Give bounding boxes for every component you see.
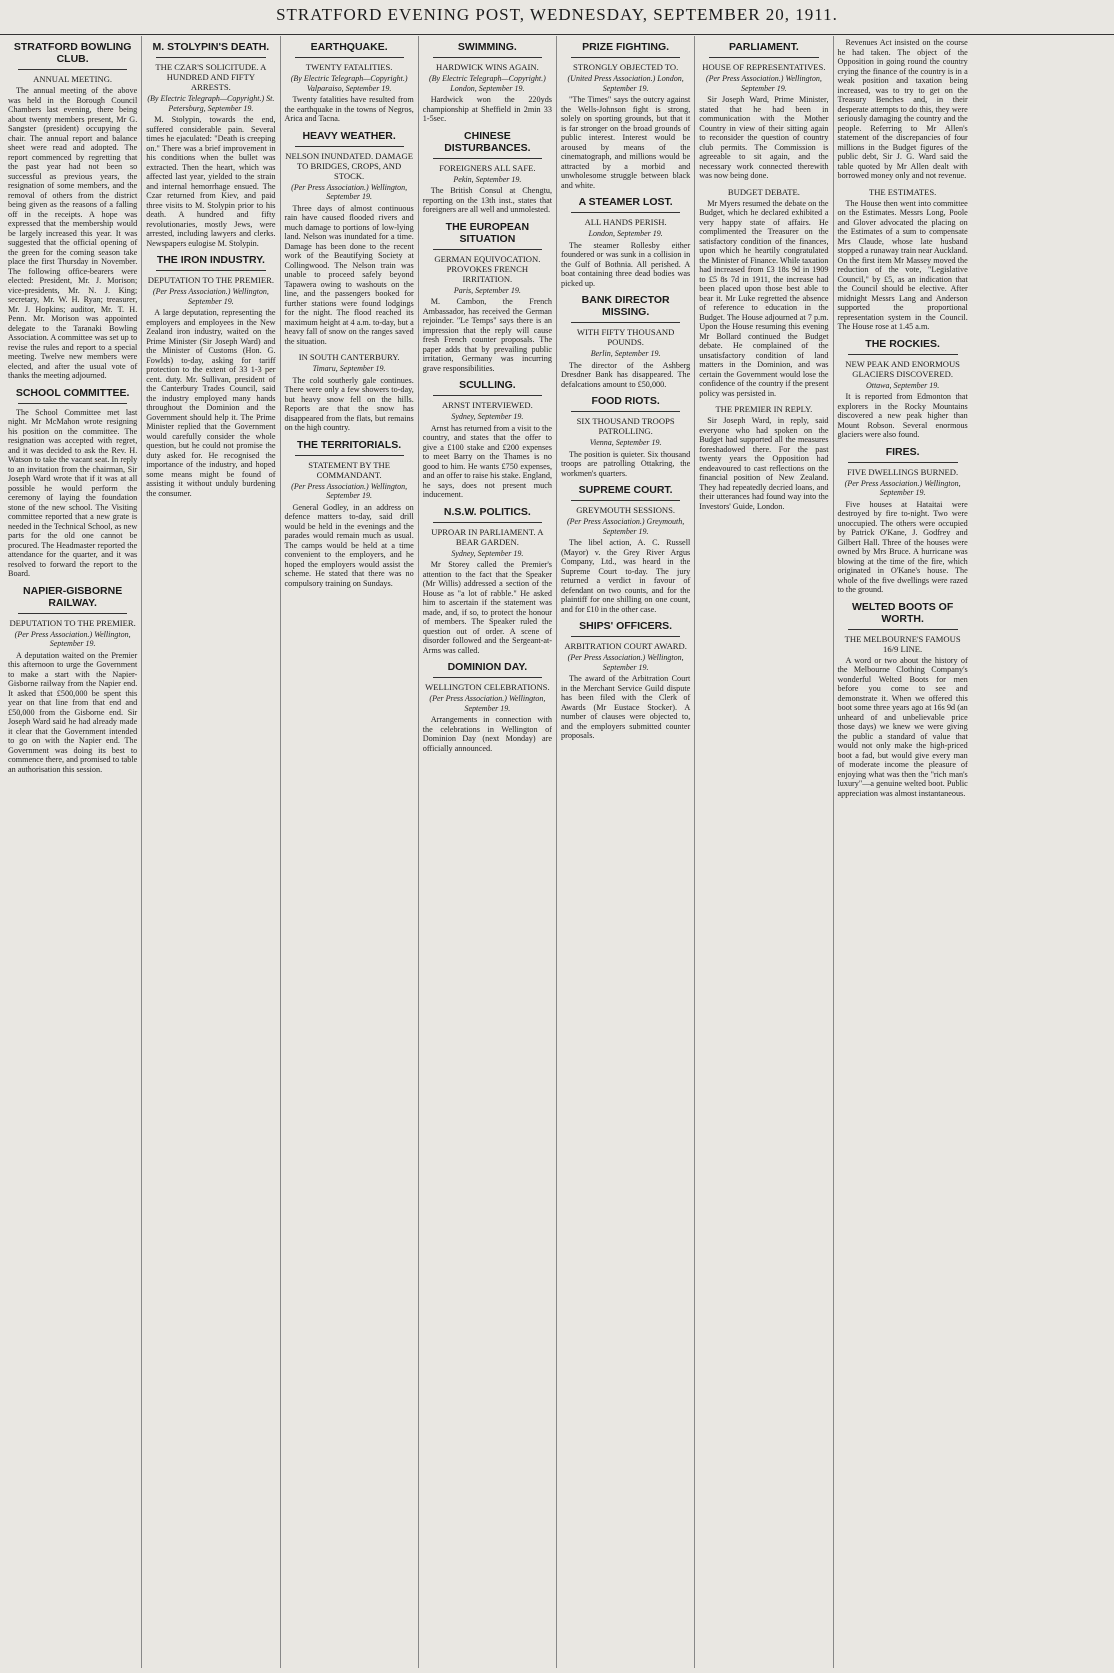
article — [146, 41, 275, 248]
article-dateline: (Per Press Association.) Wellington, September 19. — [705, 74, 822, 93]
headline-rule — [156, 270, 265, 271]
headline-rule — [156, 57, 265, 58]
article — [561, 196, 690, 288]
article-subheading: DEPUTATION TO THE PREMIER. — [9, 617, 136, 628]
article — [561, 620, 690, 741]
article-subheading: ANNUAL MEETING. — [33, 74, 113, 84]
article-headline: SCHOOL COMMITTEE. — [15, 386, 130, 399]
article-subheading: STATEMENT BY THE COMMANDANT. — [308, 459, 390, 480]
article-subheading: THE MELBOURNE'S FAMOUS 16/9 LINE. — [844, 633, 961, 654]
article-body: General Godley, in an address on defence matters to-day, said drill would be held in the evenings and the parades would remain much as usual. The camps would be held at a time convenient to the employers, and he hoped the employers would assist the scheme. He stated that there was no compulsory training on Sundays. — [284, 502, 414, 588]
article-dateline: Timaru, September 19. — [312, 364, 386, 373]
article-body: Sir Joseph Ward, in reply, said everyone who had spoken on the Budget had supported all the measures foreshadowed there. For the past twenty years the Opposition had endeavoured to cast reflections on the financial position of New Zealand. They had repeatedly decried loans, and their utterances had found way into the Investors' Guide, London. — [699, 416, 829, 511]
headline-rule — [433, 57, 542, 58]
article — [699, 404, 828, 511]
headline-rule — [571, 212, 680, 213]
article-headline: CHINESE DISTURBANCES. — [444, 129, 531, 154]
article-headline: STRATFORD BOWLING CLUB. — [13, 41, 132, 65]
column-6 — [695, 36, 833, 1668]
article-body: M. Cambon, the French Ambassador, has received the German rejoinder. "Le Temps" says there is an impression that the reply will cause fresh French counter proposals. The paper adds that by prevailing public irritation, Germany was incurring grave responsibilities. — [422, 297, 552, 373]
article-headline: EARTHQUAKE. — [310, 41, 388, 53]
article-headline: M. STOLYPIN'S DEATH. — [152, 41, 270, 53]
headline-rule — [571, 57, 680, 58]
column-7 — [834, 36, 972, 1668]
headline-rule — [571, 322, 680, 323]
article — [8, 41, 137, 381]
headline-rule — [433, 158, 542, 159]
article-headline: THE ROCKIES. — [865, 337, 940, 350]
headline-rule — [433, 677, 542, 678]
article-headline: FIRES. — [885, 445, 920, 458]
article — [561, 484, 690, 614]
newspaper-masthead: STRATFORD EVENING POST, WEDNESDAY, SEPTEMBER 20, 1911. — [0, 0, 1114, 35]
article-body: Three days of almost continuous rain have caused flooded rivers and much damage to portions of low-lying land. Nelson was inundated for a time. Damage has been done to the recent work of the Beautifying Society at Collingwood. The Nelson train was unable to proceed safely beyond Tapawera owing to washouts on the line, and the passengers booked for further stations were found lodgings for the night. The flood reached its maximum height at 4 a.m. to-day, but a heavy fall of snow on the ranges saved the situation. — [284, 203, 414, 346]
article — [699, 41, 828, 181]
article-dateline: (United Press Association.) London, September 19. — [567, 74, 684, 93]
article-dateline: (Per Press Association.) Wellington, September 19. — [152, 287, 269, 306]
article-dateline: (Per Press Association.) Wellington, September 19. — [844, 478, 961, 497]
article-body: The annual meeting of the above was held in the Borough Council Chambers last evening, there being about twenty members present, Mr G. Sangster (president) occupying the chair. The annual report and balance sheet were read and adopted. The report commenced by regretting that the past year had not been so successful as previous years, the resignation of some members, and the removal of others from the district being given as the reasons of a falling off in the receipts. A hope was expressed that the membership would be largely increased this year. It was suggested that the official opening of the green for the coming season take place the first Thursday in November. The following office-bearers were elected: President, Mr. J. Morison; vice-presidents, Mr. N. J. King; secretary, Mr. W. H. Ryan; treasurer, Mr. J. Hopkins; auditor, Mr. T. H. Penn. Mr. Morison was appointed delegate to the Taranaki Bowling Association. A committee was set up to revise the rules and report to a special meeting. Twelve new members were elected, and after the usual vote of thanks the meeting adjourned. — [8, 86, 138, 380]
article — [285, 130, 414, 347]
article-dateline: (Per Press Association.) Greymouth, September 19. — [567, 517, 685, 536]
article-dateline: (Per Press Association.) Wellington, September 19. — [291, 481, 408, 500]
article-headline: SUPREME COURT. — [578, 484, 673, 496]
article-body: Arnst has returned from a visit to the country, and states that the offer to give a £100 stake and £200 expenses to meet Barry on the Thames is no good to him. He wants £750 expenses, and an offer to raise his stake. England, he says, does not present much inducement. — [422, 423, 552, 499]
article-headline: FOOD RIOTS. — [591, 395, 660, 407]
article — [423, 379, 552, 500]
article — [423, 130, 552, 215]
article-dateline: London, September 19. — [588, 229, 663, 238]
article-body: Five houses at Hataitai were destroyed by fire to-night. Two were unoccupied. The others were occupied by Patrick O'Kane, J. Godfrey and Gilbert Hall. Three of the houses were owned by Mrs Bruce. A hurricane was blowing at the time of the fire, which originated in O'Kane's house. The whole of the five dwellings were razed to the ground. — [837, 499, 968, 594]
article-dateline: Vienna, September 19. — [589, 438, 662, 447]
article-subheading: DEPUTATION TO THE PREMIER. — [147, 275, 275, 285]
article-subheading: FIVE DWELLINGS BURNED. — [847, 466, 959, 477]
article-body: The director of the Ashberg Dresdner Bank has disappeared. The defalcations amount to £50,000. — [561, 360, 691, 389]
article-body: Arrangements in connection with the celebrations in Wellington of Dominion Day (next Monday) are officially announced. — [422, 715, 552, 753]
article-subheading: UPROAR IN PARLIAMENT. A BEAR GARDEN. — [431, 526, 544, 547]
newspaper-columns — [4, 36, 1110, 1668]
article-body: The School Committee met last night. Mr McMahon wrote resigning his position on the committee. The resignation was accepted with regret, and it was decided to ask the Rev. H. Watson to take the vacant seat. In reply to an invitation from the chairman, Sir Joseph Ward wrote that if it was at all possible he would perform the ceremony of laying the foundation stone of the new school. The Visiting committee reported that a new grate is needed in the Technical School, as new parts for the old one cannot be procured. The Headmaster reported the attendance for the quarter, and it was resolved to forward the report to the Board. — [8, 407, 138, 578]
article-dateline: Pekin, September 19. — [453, 174, 522, 184]
article-body: Mr Storey called the Premier's attention to the fact that the Speaker (Mr Willis) addressed a section of the House as "a lot of rabble." He asked him to ascertain if the statement was made, and, if so, to protect the honour of members. The Speaker ruled the question out of order. A scene of disorder followed and the Sergeant-at-Arms was called. — [422, 560, 552, 655]
article-headline: HEAVY WEATHER. — [302, 129, 396, 142]
article-body: It is reported from Edmonton that explorers in the Rocky Mountains discovered a new peak higher than Mount Robson. Several enormous glaciers were also found. — [837, 392, 968, 439]
article-subheading: ALL HANDS PERISH. — [584, 217, 667, 227]
article-subheading: HOUSE OF REPRESENTATIVES. — [702, 62, 826, 72]
headline-rule — [433, 249, 542, 250]
article-subheading: THE PREMIER IN REPLY. — [715, 404, 813, 414]
article — [146, 254, 275, 498]
headline-rule — [295, 57, 404, 58]
article-headline: THE TERRITORIALS. — [297, 438, 402, 451]
article-subheading: IN SOUTH CANTERBURY. — [298, 352, 400, 362]
article-headline: SCULLING. — [459, 379, 516, 391]
article-subheading: NELSON INUNDATED. DAMAGE TO BRIDGES, CROPS, AND STOCK. — [285, 150, 413, 181]
article-subheading: STRONGLY OBJECTED TO. — [573, 62, 679, 72]
article — [699, 187, 828, 399]
article-subheading: FOREIGNERS ALL SAFE. — [439, 162, 536, 173]
article — [561, 395, 690, 478]
article-subheading: GERMAN EQUIVOCATION. PROVOKES FRENCH IRRITATION. — [434, 253, 541, 284]
article-headline: PRIZE FIGHTING. — [582, 41, 670, 53]
headline-rule — [433, 522, 542, 523]
article — [8, 387, 137, 579]
article-body: Twenty fatalities have resulted from the earthquake in the towns of Negros, Arica and Tacna. — [284, 95, 414, 123]
article — [838, 338, 968, 440]
headline-rule — [571, 411, 680, 412]
headline-rule — [295, 146, 404, 147]
article-dateline: (By Electric Telegraph—Copyright.) London, September 19. — [428, 74, 546, 93]
article-headline: WELTED BOOTS OF WORTH. — [851, 600, 954, 625]
article-subheading: NEW PEAK AND ENORMOUS GLACIERS DISCOVERED. — [845, 358, 960, 379]
column-3 — [281, 36, 419, 1668]
headline-rule — [848, 354, 958, 355]
article-subheading: ARNST INTERVIEWED. — [441, 400, 533, 410]
article-headline: SHIPS' OFFICERS. — [579, 620, 673, 632]
article — [423, 221, 552, 374]
article — [838, 446, 968, 595]
headline-rule — [571, 636, 680, 637]
article — [423, 41, 552, 124]
article-headline: SWIMMING. — [457, 41, 517, 53]
article — [8, 585, 137, 775]
article-dateline: (Per Press Association.) Wellington, September 19. — [429, 694, 546, 713]
article-dateline: (Per Press Association.) Wellington, September 19. — [291, 182, 408, 201]
article-headline: N.S.W. POLITICS. — [443, 505, 531, 518]
headline-rule — [571, 500, 680, 501]
column-1 — [4, 36, 142, 1668]
article-dateline: Ottawa, September 19. — [865, 380, 940, 390]
article-dateline: Berlin, September 19. — [590, 349, 661, 358]
article-subheading: HARDWICK WINS AGAIN. — [436, 62, 539, 72]
article — [561, 294, 690, 389]
headline-rule — [18, 69, 127, 70]
article — [423, 506, 552, 656]
article-headline: A STEAMER LOST. — [578, 196, 673, 208]
article — [285, 352, 414, 433]
article-body: A deputation waited on the Premier this afternoon to urge the Government to make a start with the Napier-Gisborne railway from the Napier end. It asked that £500,000 be spent this year on that line from that end and £50,000 from the Gisborne end. Sir Joseph Ward said he had already made it clear that the Government intended to go on with the Napier end. The Government was doing its best to commence there, and promised to table an authorisation this session. — [8, 650, 138, 774]
article-body: The cold southerly gale continues. There were only a few showers to-day, but heavy snow fell on the hills. Reports are that the snow has disappeared from the flats, but remains on the high country. — [284, 375, 414, 432]
column-4 — [419, 36, 557, 1668]
headline-rule — [848, 462, 958, 463]
article-body: The House then went into committee on the Estimates. Messrs Long, Poole and Glover advocated the placing on the Estimates of a sum to compensate Mrs Claude, whose late husband stopped a runaway train near Auckland. On the first item Mr Massey moved the reduction of the vote, "Legislative Council," by £5, as an indication that the Council should be elective. After midnight Messrs Lang and Anderson supported the proportional representation system in the Council. The House rose at 1.45 a.m. — [837, 198, 968, 331]
article-subheading: TWENTY FATALITIES. — [305, 62, 393, 72]
article-body: Hardwick won the 220yds championship at Sheffield in 2min 33 1-5sec. — [422, 95, 552, 123]
headline-rule — [433, 395, 542, 396]
article-headline: NAPIER-GISBORNE RAILWAY. — [23, 584, 123, 609]
article-dateline: (By Electric Telegraph—Copyright.) Valparaiso, September 19. — [290, 74, 408, 93]
headline-rule — [18, 403, 127, 404]
article-body: The position is quieter. Six thousand troops are patrolling Ottakring, the workmen's quarters. — [561, 449, 691, 478]
article-subheading: WITH FIFTY THOUSAND POUNDS. — [576, 327, 675, 347]
headline-rule — [709, 57, 818, 58]
article-subheading: SIX THOUSAND TROOPS PATROLLING. — [576, 416, 675, 436]
article-subheading: BUDGET DEBATE. — [727, 186, 800, 197]
article-subheading: THE ESTIMATES. — [868, 186, 937, 197]
article-body: A large deputation, representing the employers and employees in the New Zealand iron industry, waited on the Prime Minister (Sir Joseph Ward) and the Minister of Customs (Hon. G. Fowlds) to-day, asking for tariff protection to the extent of 33 1-3 per cent. duty. Mr. Sullivan, president of the Canterbury Trades Council, said the industry employed many hands throughout the Dominion and the Government should help it. The Prime Minister replied that the Government would carefully consider the whole question, but he could not promise the duty asked for. He recognised the importance of the industry, and hoped some means might be found of assisting it without unduly burdening the consumer. — [146, 308, 276, 498]
column-2 — [142, 36, 280, 1668]
article — [285, 41, 414, 124]
article-body: The libel action, A. C. Russell (Mayor) v. the Grey River Argus Company, Ltd., was heard in the Supreme Court to-day. The jury returned a verdict in favour of defendant on two counts, and for the plaintiff for one shilling on one count, and for £10 in the other case. — [561, 538, 691, 614]
article-dateline: (Per Press Association.) Wellington, September 19. — [567, 653, 684, 672]
article-dateline: Sydney, September 19. — [451, 548, 524, 558]
article — [423, 661, 552, 753]
article-dateline: Paris, September 19. — [453, 285, 521, 295]
article-body: Sir Joseph Ward, Prime Minister, stated that he had been in communication with the Mother Country in view of their sitting again to reconsider the question of country club permits. The Commission is agreeable to sit again, and the necessary work connected therewith was now being done. — [699, 95, 829, 180]
article — [561, 41, 690, 190]
article-headline: PARLIAMENT. — [728, 41, 799, 53]
article-body: Mr Myers resumed the debate on the Budget, which he declared exhibited a very happy state of affairs. He complimented the Treasurer on the satisfactory condition of the finances, upon which he heartily congratulated the Minister of Finance. While taxation had increased from £3 18s 9d in 1909 to £5 8s 7d in 1911, the increase had been placed upon those best able to bear it. Mr Luke regretted the absence of reference to education in the Budget. The House adjourned at 7 p.m. Upon the House resuming this evening Mr Bollard continued the Budget debate. He complained of the unsatisfactory condition of land matters in the Dominion, and was certain the Government would lose the confidence of the country if the present policy was persisted in. — [699, 198, 829, 398]
article-body: The award of the Arbitration Court in the Merchant Service Guild dispute has been filed with the Clerk of Awards (Mr Eustace Stocker). A number of clauses were objected to, and the employers submitted counter proposals. — [561, 674, 691, 740]
article-body: A word or two about the history of the Melbourne Clothing Company's wonderful Welted Boots for men before you come to see and demonstrate it. When we offered this boot some three years ago at 16s 9d (an unheard of and unbelievable price those days) we knew we were giving the public a standard of value that would not only make the high-priced boot a fad, but would give every man of moderate income the pleasure of enjoying what was then the "rich man's luxury"—a genuine welted boot. Public appreciation was almost instantaneous. — [837, 655, 968, 798]
article-headline: THE IRON INDUSTRY. — [156, 254, 265, 266]
article — [838, 601, 968, 799]
article-subheading: GREYMOUTH SESSIONS. — [576, 505, 676, 515]
article-subheading: ARBITRATION COURT AWARD. — [564, 641, 687, 651]
article-body: The steamer Rollesby either foundered or was sunk in a collision in the Gulf of Bothnia. All perished. A boat containing three dead bodies was picked up. — [561, 240, 691, 288]
article-headline: DOMINION DAY. — [447, 661, 528, 673]
headline-rule — [18, 613, 127, 614]
article-subheading: WELLINGTON CELEBRATIONS. — [425, 682, 550, 692]
article — [838, 187, 968, 332]
article-headline: THE EUROPEAN SITUATION — [445, 220, 530, 245]
article-subheading: THE CZAR'S SOLICITUDE. A HUNDRED AND FIFTY ARRESTS. — [155, 62, 267, 92]
headline-rule — [848, 629, 958, 630]
article — [285, 439, 414, 589]
article-dateline: (By Electric Telegraph—Copyright.) St. Petersburg, September 19. — [147, 94, 275, 113]
column-5 — [557, 36, 695, 1668]
article-dateline: Sydney, September 19. — [451, 412, 524, 421]
article-body: M. Stolypin, towards the end, suffered considerable pain. Several times he ejaculated: "Death is creeping on." There was a brief improvement in his conditions when the bullet was extracted. Then the heart, which was affected last year, yielded to the strain and internal hemorrhage ensued. The Czar returned from Kiev, and paid three visits to M. Stolypin prior to his death. A hundred and fifty revolutionaries, mostly Jews, were arrested, including lawyers and clerks. Newspapers eulogise M. Stolypin. — [146, 115, 276, 248]
article-headline: BANK DIRECTOR MISSING. — [581, 294, 670, 318]
article-body: The British Consul at Chengtu, reporting on the 13th inst., states that foreigners are all well and unmolested. — [422, 186, 552, 214]
article-body: "The Times" says the outcry against the Wells-Johnson fight is strong, solely on sporting grounds, but that it is far stronger on the broad grounds of public interest. Interest would be aroused by means of the cinematograph, and millions would be attracted by a morbid and unwholesome struggle between black and white. — [561, 95, 691, 190]
article — [838, 38, 968, 181]
headline-rule — [295, 455, 404, 456]
article-dateline: (Per Press Association.) Wellington, September 19. — [14, 629, 131, 648]
article-body: Revenues Act insisted on the course he had taken. The object of the Opposition in going round the country crying the finance of the country is in a weak position and taxation being increased, was to try to get on the Treasury Benches and, in their desperate attempts to do this, they were seriously damaging the country and the people. Referring to Mr Allen's statement of the discrepancies of four millions in the Budget figures of the public debt, Sir J. G. Ward said the table quoted by Mr Allen dealt with borrowed money only and not revenue. — [837, 38, 968, 180]
